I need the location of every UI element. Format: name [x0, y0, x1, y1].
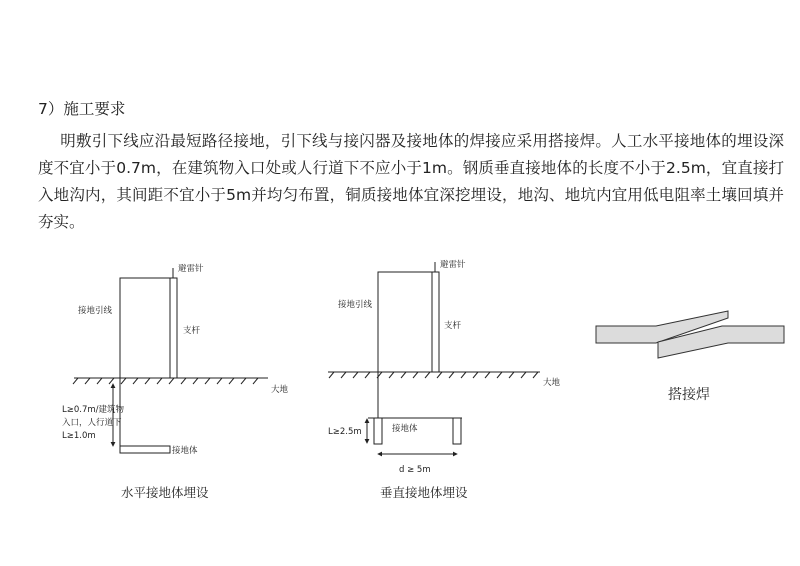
- d3-caption: 搭接焊: [668, 387, 710, 403]
- d1-depth-line1: L≥0.7m/建筑物: [62, 405, 125, 415]
- lap-weld-diagram: [596, 311, 784, 358]
- d2-spacing-label: d ≥ 5m: [399, 465, 431, 475]
- down-conductor-line: [120, 278, 170, 378]
- ground-hatch: [73, 378, 258, 384]
- d2-length-label: L≥2.5m: [328, 427, 362, 437]
- d1-ground-label: 大地: [271, 385, 289, 395]
- ground-hatch: [329, 372, 538, 378]
- vertical-electrode-diagram: [328, 262, 540, 454]
- d1-depth-line2: 入口，人行道下: [62, 418, 122, 428]
- d2-ground-label: 大地: [543, 378, 561, 388]
- d1-electrode-label: 接地体: [172, 446, 198, 456]
- d2-lightning-rod-label: 避雷针: [440, 260, 466, 270]
- pole: [170, 278, 177, 378]
- d2-down-conductor-label: 接地引线: [338, 300, 373, 310]
- d1-caption: 水平接地体埋设: [121, 485, 209, 500]
- d1-pole-label: 支杆: [183, 326, 201, 336]
- section-heading: 7）施工要求: [38, 100, 126, 118]
- pole: [432, 272, 439, 372]
- vertical-electrode-left: [374, 418, 382, 444]
- vertical-electrode-right: [453, 418, 461, 444]
- d1-depth-line3: L≥1.0m: [62, 431, 96, 441]
- d1-lightning-rod-label: 避雷针: [178, 264, 204, 274]
- d2-pole-label: 支杆: [444, 321, 462, 331]
- d2-electrode-label: 接地体: [392, 424, 418, 434]
- d1-down-conductor-label: 接地引线: [78, 306, 113, 316]
- horizontal-electrode: [120, 446, 170, 453]
- d2-caption: 垂直接地体埋设: [380, 485, 468, 500]
- down-conductor-line: [378, 272, 432, 372]
- paragraph-text: 明敷引下线应沿最短路径接地，引下线与接闪器及接地体的焊接应采用搭接焊。人工水平接地体的埋设深度不宜小于0.7m，在建筑物入口处或人行道下不应小于1m。钢质垂直接地体的长度不小于2.5m，宜直接打入地沟内，其间距不宜小于5m并均匀布置，铜质接地体宜深挖埋设，地沟、地坑内宜用低电阻率土壤回填并夯实。: [38, 132, 784, 231]
